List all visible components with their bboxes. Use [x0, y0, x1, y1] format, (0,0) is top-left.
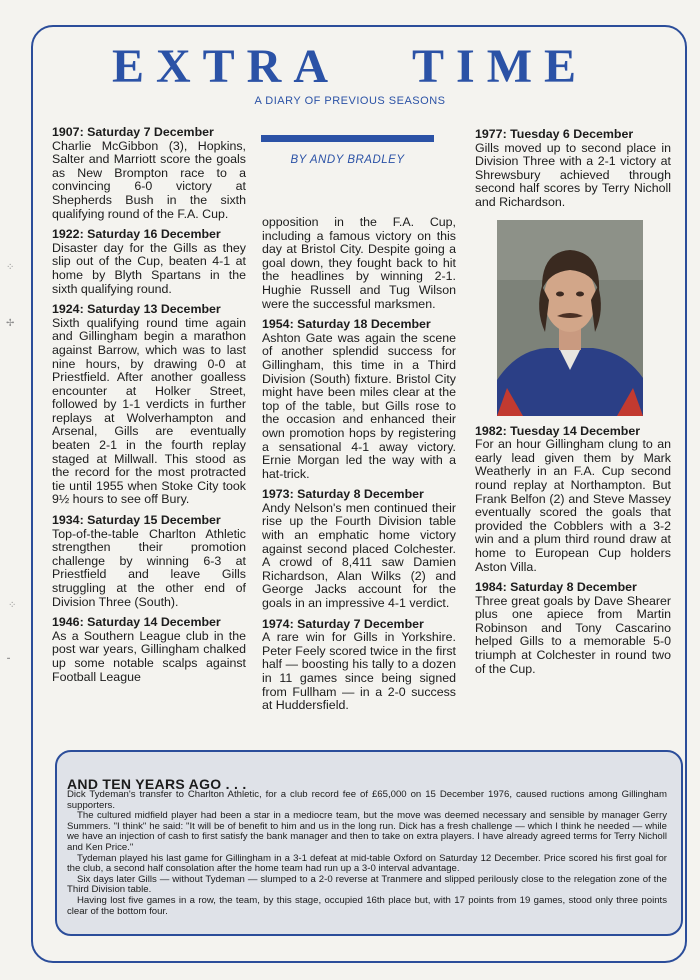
diary-entry-text: Ashton Gate was again the scene of another splendid success for Gillingham, this time in a Third Division (South) fixture. Bristol City might have been miles clear at the top of the table, but Gills rose to the occasion and enhanced their own promotion hops by registering a sensational 4-1 away victory. Ernie Morgan led the way with a hat-trick.	[262, 330, 456, 481]
ten-years-ago-paragraph: Six days later Gills — without Tydeman — slumped to a 2-0 reverse at Tranmere and slipped perilously close to the relegation zone of the Third Division table.	[67, 873, 667, 896]
diary-entry	[52, 616, 246, 684]
diary-entry-text: Three great goals by Dave Shearer plus one apiece from Martin Robinson and Tony Cascarino helped Gills to a memorable 5-0 triumph at Colchester in round two of the Cup.	[475, 593, 671, 676]
diary-entry-date: 1977: Tuesday 6 December	[475, 127, 634, 141]
ten-years-ago-paragraph: Having lost five games in a row, the team, by this stage, occupied 16th place but, with 17 points from 19 games, stood only three points clear of the bottom four.	[67, 894, 667, 917]
diary-entry-text: For an hour Gillingham clung to an early lead given them by Mark Weatherly in an F.A. Cup second round replay at Northampton. But Frank Belfon (2) and Steve Massey eventually scored the goals that provided the Cobblers with a 3-2 win and a plum third round draw at home to European Cup holders Aston Villa.	[475, 437, 671, 574]
column-2	[262, 216, 456, 720]
diary-entry-date: 1984: Saturday 8 December	[475, 580, 637, 595]
diary-entry-date: 1982: Tuesday 14 December	[475, 423, 641, 438]
diary-entry	[52, 514, 246, 609]
diary-entry-text: Andy Nelson's men continued their rise up the Fourth Division table with an emphatic home victory against second placed Colchester. A crowd of 8,411 saw Damien Richardson, Alan Wilks (2) and George Jacks account for the goals in an impressive 4-1 verdict.	[262, 500, 456, 611]
page-subtitle: A DIARY OF PREVIOUS SEASONS	[254, 95, 446, 107]
diary-entry	[262, 318, 456, 481]
diary-entry-date: 1946: Saturday 14 December	[52, 615, 221, 630]
margin-mark: ⁘	[8, 600, 17, 611]
diary-entry-text: Sixth qualifying round time again and Gillingham begin a marathon against Barrow, which was to last nine hours, by drawing 0-0 at Priestfield. After another goalless encounter at Holker Street, followed by 1-1 verdicts in further replays at Wolverhampton and Arsenal, Gills are eventually beaten 2-1 in the fourth replay staged at Millwall. This stood as the record for the most protracted tie until 1955 when Stoke City took 9½ hours to see off Bury.	[52, 315, 246, 507]
diary-entry	[475, 425, 671, 575]
diary-entry	[262, 488, 456, 610]
margin-mark: ✢	[6, 318, 15, 329]
diary-entry	[52, 303, 246, 507]
diary-entry	[52, 126, 246, 221]
diary-entry-date: 1924: Saturday 13 December	[52, 302, 221, 317]
diary-entry-date: 1907: Saturday 7 December	[52, 125, 214, 139]
column-3-bottom	[475, 425, 671, 677]
ten-years-ago-paragraph: The cultured midfield player had been a star in a mediocre team, but the move was deemed necessary and sensible by manager Gerry Summers. "I think" he said: "It will be of benefit to him and us in the long run. Dick has a fresh challenge — which I think he needed — while we have an injection of cash to first satisfy the bank manager and then to take on extra players. I have already agreed terms for Terry Nicholl and Ken Price."	[67, 810, 667, 853]
diary-entry	[262, 216, 456, 311]
diary-entry-date: 1934: Saturday 15 December	[52, 513, 221, 528]
diary-entry-text: Gills moved up to second place in Division Three with a 2-1 victory at Shrewsbury achieved through second half scores by Terry Nicholl and Richardson.	[475, 140, 671, 209]
diary-entry-date: 1974: Saturday 7 December	[262, 616, 424, 631]
ten-years-ago-paragraph: Tydeman played his last game for Gillingham in a 3-1 defeat at mid-table Oxford on Saturday 12 December. Price scored his first goal for the club, a second half consolation after the home team had run up a 3-0 interval advantage.	[67, 852, 667, 875]
margin-mark: ⁘	[6, 262, 15, 273]
diary-entry-text: Charlie McGibbon (3), Hopkins, Salter and Marriott score the goals as New Brompton race to a convincing 6-0 victory at Shepherds Bush in the sixth qualifying round of the F.A. Cup.	[52, 138, 246, 221]
ten-years-ago-paragraph: Dick Tydeman's transfer to Charlton Athletic, for a club record fee of £65,000 on 15 December 1976, caused ructions among Gillingham supporters.	[67, 789, 667, 811]
page-title	[0, 40, 700, 94]
diary-entry	[262, 618, 456, 713]
ten-years-ago-body	[67, 790, 667, 917]
diary-entry-date: 1922: Saturday 16 December	[52, 227, 221, 242]
player-portrait-image	[497, 220, 643, 416]
byline: BY ANDY BRADLEY	[290, 154, 405, 166]
diary-entry-date: 1954: Saturday 18 December	[262, 317, 431, 332]
diary-entry-text: A rare win for Gills in Yorkshire. Peter Feely scored twice in the first half — boosting his tally to a dozen in 11 games since being signed from Fullham — in a 2-0 success at Huddersfield.	[262, 630, 456, 713]
title-word-extra: EXTRA	[111, 40, 340, 93]
title-word-time: TIME	[412, 40, 589, 93]
ten-years-ago-title: AND TEN YEARS AGO . . .	[67, 776, 247, 792]
diary-entry	[475, 581, 671, 676]
diary-entry-text: Disaster day for the Gills as they slip out of the Cup, beaten 4-1 at home by Blyth Spartans in the sixth qualifying round.	[52, 240, 246, 296]
column-1	[52, 126, 246, 691]
diary-entry-text: opposition in the F.A. Cup, including a famous victory on this day at Bristol City. Despite going a goal down, they fought back to hit the headlines by winning 2-1. Hughie Russell and Tug Wilson were the successful marksmen.	[262, 215, 456, 311]
margin-mark: ⁃	[6, 654, 11, 665]
player-photo	[497, 220, 643, 416]
byline-bar	[261, 135, 434, 142]
diary-entry	[52, 228, 246, 296]
diary-entry-date: 1973: Saturday 8 December	[262, 487, 424, 502]
diary-entry-text: Top-of-the-table Charlton Athletic strengthen their promotion challenge by winning 6-3 at Priestfield and leave Gills struggling at the other end of Division Three (South).	[52, 526, 246, 609]
diary-entry-text: As a Southern League club in the post war years, Gillingham chalked up some notable scalps against Football League	[52, 628, 246, 684]
diary-entry	[475, 128, 671, 210]
column-3-top	[475, 128, 671, 210]
